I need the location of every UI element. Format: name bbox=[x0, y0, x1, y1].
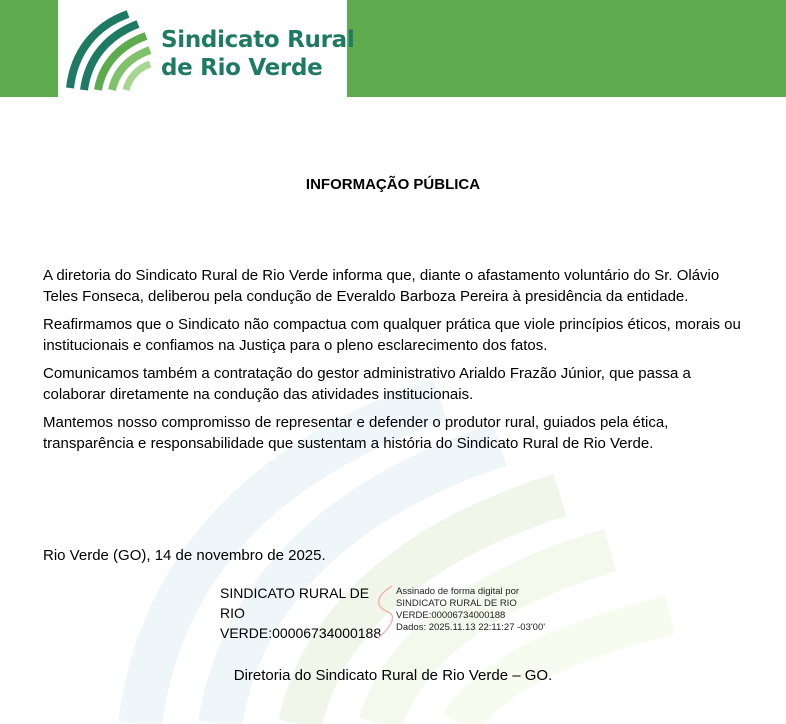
signer-name-line3: VERDE:00006734000188 bbox=[220, 625, 382, 641]
brand-name bbox=[161, 26, 354, 82]
footer-signature-line: Diretoria do Sindicato Rural de Rio Verde – GO. bbox=[233, 667, 553, 684]
date-line: Rio Verde (GO), 14 de novembro de 2025. bbox=[43, 547, 326, 564]
signature-detail-line4: Dados: 2025.11.13 22:11:27 -03'00' bbox=[396, 622, 546, 633]
brand-name-line1: Sindicato Rural bbox=[161, 27, 355, 53]
signature-detail-line1: Assinado de forma digital por bbox=[396, 586, 520, 597]
signature-details bbox=[396, 586, 596, 634]
signer-name-line1: SINDICATO RURAL DE bbox=[220, 585, 370, 601]
sindicato-leaf-logo-icon bbox=[66, 8, 151, 93]
signature-detail-line3: VERDE:00006734000188 bbox=[396, 610, 506, 621]
paragraph-4: Mantemos nosso compromisso de representar e defender o produtor rural, guiados pela ética, transparência e responsabilidade que sustentam a história do Sindicato Rural de Rio Verde. bbox=[43, 414, 669, 452]
document-body bbox=[43, 265, 743, 461]
paragraph-3: Comunicamos também a contratação do gestor administrativo Arialdo Frazão Júnior, que passa a colaborar diretamente na condução das atividades institucionais. bbox=[43, 365, 691, 403]
document-title: INFORMAÇÃO PÚBLICA bbox=[305, 176, 481, 193]
signature-detail-line2: SINDICATO RURAL DE RIO bbox=[396, 598, 517, 609]
header-green-band-right bbox=[347, 0, 786, 97]
header-green-band-left bbox=[0, 0, 58, 97]
signer-name bbox=[220, 583, 395, 643]
logo-area bbox=[58, 0, 355, 97]
brand-name-line2: de Rio Verde bbox=[161, 55, 323, 81]
paragraph-1: A diretoria do Sindicato Rural de Rio Verde informa que, diante o afastamento voluntário do Sr. Olávio Teles Fonseca, deliberou pela condução de Everaldo Barboza Pereira à presidência da entidade. bbox=[43, 267, 720, 305]
paragraph-2: Reafirmamos que o Sindicato não compactua com qualquer prática que viole princípios éticos, morais ou institucionais e confiamos na Justiça para o pleno esclarecimento dos fatos. bbox=[43, 316, 741, 354]
signer-name-line2: RIO bbox=[220, 605, 245, 621]
